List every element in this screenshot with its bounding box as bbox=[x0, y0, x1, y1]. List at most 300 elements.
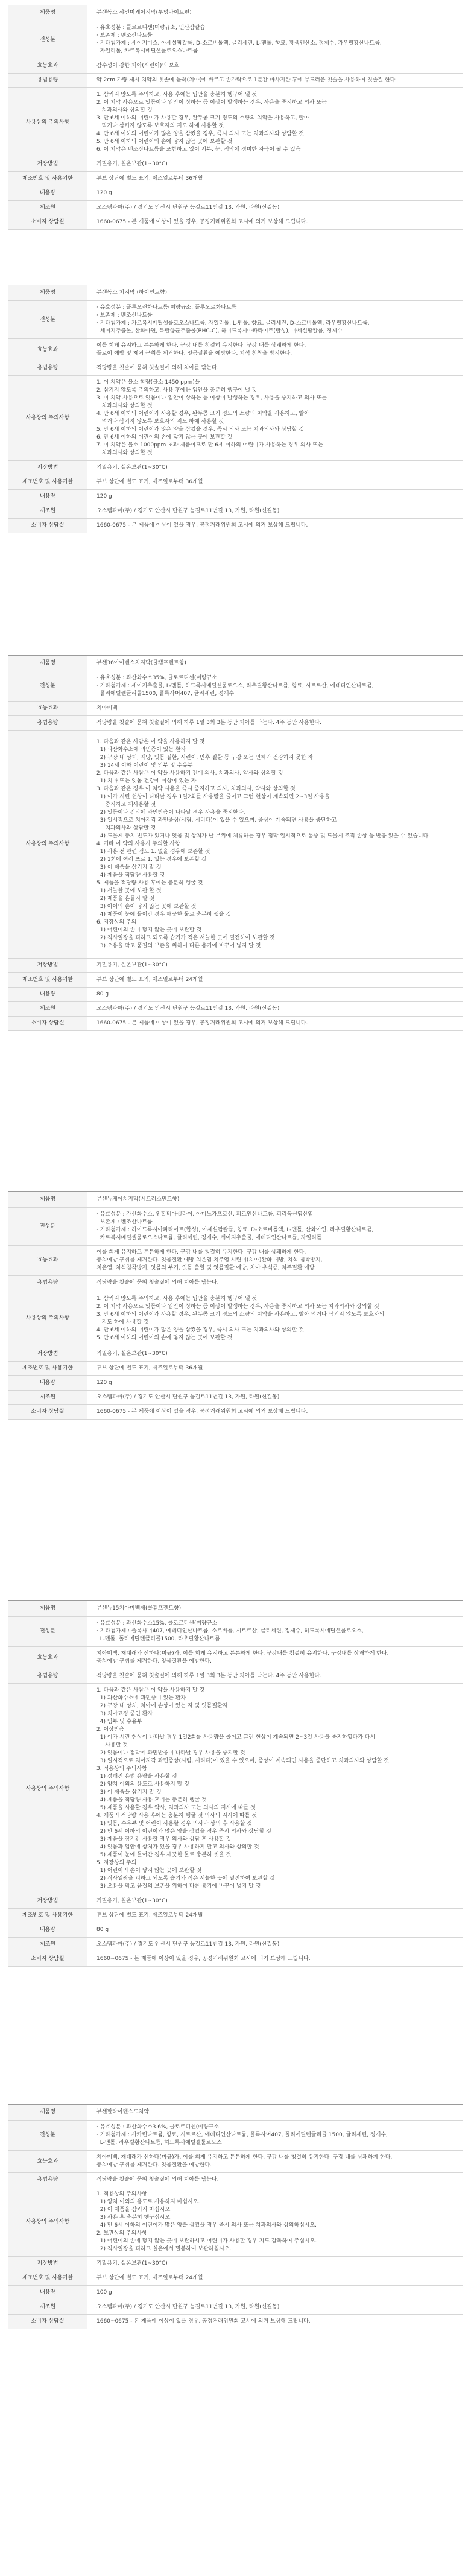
spec-row bbox=[8, 1669, 463, 1684]
spec-label: 제조원 bbox=[8, 201, 87, 215]
spec-row bbox=[8, 1923, 463, 1938]
spec-value-line: · 기타첨가제 : 카르복시메틸셀룰로오스나트륨, 자일리톨, L-멘톨, 향료, 글리세린, D-소르비톨액, 라우릴황산나트륨, bbox=[96, 320, 370, 326]
spec-value-line: 먹거나 삼키지 않도록 보호자의 지도 하에 사용할 것 bbox=[96, 419, 224, 425]
spec-value-line: 오스템파마(주) / 경기도 안산시 단원구 능길로11번길 13, 가원, 라원(신길동) bbox=[96, 2304, 280, 2310]
spec-label: 내용량 bbox=[8, 1376, 87, 1391]
spec-row bbox=[8, 1347, 463, 1362]
spec-row bbox=[8, 656, 463, 671]
spec-row bbox=[8, 215, 463, 230]
spec-value-line: · 보존제 : 벤조산나트륨 bbox=[96, 33, 153, 39]
spec-row bbox=[8, 1246, 463, 1276]
spec-value-line: 충치예방 구취를 제거한다. 잇몸질환을 예방한다. bbox=[96, 2162, 212, 2168]
spec-value-line: 2) 구강 내 상처, 궤양, 잇몸 질환, 시린이, 민후 질환 등 구강 또는 인체가 건강하지 못한 자 bbox=[96, 755, 314, 761]
spec-label: 제조원 bbox=[8, 2300, 87, 2315]
spec-value-line: 치은염, 치석침착방지, 잇몸의 부기, 잇몸 출혈 및 잇몸질환 예방, 치아 우식증, 치주질환 예방 bbox=[96, 1265, 315, 1271]
spec-value-line: 4) 제품이 눈에 들어간 경우 깨끗한 물로 충분히 씻을 것 bbox=[96, 912, 232, 918]
spec-label: 저장방법 bbox=[8, 157, 87, 172]
spec-row bbox=[8, 2173, 463, 2187]
spec-value bbox=[87, 186, 463, 201]
spec-value-line: 사용할 것 bbox=[96, 1742, 128, 1748]
spec-label: 내용량 bbox=[8, 988, 87, 1002]
spec-value-line: 오스템파마(주) / 경기도 안산시 단원구 능길로11번길 13, 가원, 라원(신길동) bbox=[96, 205, 280, 211]
spec-value-line: 1. 삼키지 않도록 주의하고, 사용 후에는 입안을 충분히 헹구어 낼 것 bbox=[96, 92, 258, 98]
spec-value-line: 7. 이 치약은 불소 1000ppm 초과 제품이므로 만 6세 이하의 어린이가 사용하는 경우 의사 또는 bbox=[96, 442, 323, 448]
spec-value-line: 중지하고 재사용할 것 bbox=[96, 802, 156, 808]
spec-label: 효능효과 bbox=[8, 59, 87, 74]
spec-row bbox=[8, 201, 463, 215]
spec-value-line: 4. 제품의 적당량 사용 후에는 충분히 헹굴 것 의사의 지시에 따를 것 bbox=[96, 1813, 258, 1819]
spec-row bbox=[8, 157, 463, 172]
spec-table bbox=[8, 1191, 463, 1420]
spec-value-line: 오스템파마(주) / 경기도 안산시 단원구 능길로11번길 13, 가원, 라원(신길동) bbox=[96, 1394, 280, 1400]
spec-value-line: 기밀용기, 실온보관(1~30°C) bbox=[96, 1898, 168, 1904]
spec-value-line: 뷰센뉴케어치지막(시트러스민트향) bbox=[96, 1196, 180, 1202]
spec-value-line: 3) 아이의 손이 닿지 않는 곳에 보관할 것 bbox=[96, 904, 197, 910]
spec-value bbox=[87, 285, 463, 301]
spec-value bbox=[87, 157, 463, 172]
spec-label: 효능효과 bbox=[8, 1647, 87, 1669]
spec-label: 효능효과 bbox=[8, 339, 87, 361]
spec-value-line: 4) 제품을 적당량 사용할 것 bbox=[96, 872, 165, 878]
spec-value-line: 2) 직사일광을 피하고 되도록 습기가 적은 서늘한 곳에 밀전하여 보관할 것 bbox=[96, 1876, 275, 1882]
spec-value bbox=[87, 504, 463, 519]
spec-value-line: 3) 일시적으로 치아지각 과민증상(시림, 시리다)이 있을 수 있으며, 증상이 계속되면 사용을 중단하고 치과의사와 상담할 것 bbox=[96, 1758, 390, 1764]
spec-value-line: 2) 직사일광을 피하고 실온에서 밀봉하여 보관하십시오. bbox=[96, 2246, 232, 2252]
spec-label: 제조번호 및 사용기한 bbox=[8, 172, 87, 186]
spec-label: 저장방법 bbox=[8, 2257, 87, 2271]
spec-value-line: 3) 오용을 막고 품질의 보존을 위하여 다른 용기에 바꾸어 넣지 말 것 bbox=[96, 1883, 261, 1889]
spec-value bbox=[87, 215, 463, 230]
spec-label: 내용량 bbox=[8, 2286, 87, 2300]
spec-table bbox=[8, 2104, 463, 2329]
spec-value bbox=[87, 59, 463, 74]
spec-value-line: · 유효성분 : 과산화수소3.6%, 클로르디센(미량규소 bbox=[96, 2124, 220, 2130]
spec-row bbox=[8, 1391, 463, 1405]
spec-value-line: 4. 만 6세 이하의 어린이가 많은 양을 삼켰을 경우, 즉시 의사 또는 치과의사와 상의할 것 bbox=[96, 1327, 305, 1333]
spec-value-line: · 유효성분 : 클로르디센(미량규소, 인산삼칼슘 bbox=[96, 25, 206, 31]
spec-value-line: 뷰센팔라이덴스드치약 bbox=[96, 2109, 149, 2115]
spec-label: 효능효과 bbox=[8, 2151, 87, 2173]
spec-value-line: 기밀용기, 실온보관(1~30°C) bbox=[96, 2260, 168, 2267]
product-spec-table bbox=[8, 285, 463, 533]
spec-row bbox=[8, 1290, 463, 1347]
spec-value-line: 치아미백, 재태래가 선하다(미규)가, 이를 희게 유지하고 튼튼하게 한다. 구강내를 청결히 유지한다. 구강내를 상쾌하게 한다. bbox=[96, 1651, 389, 1657]
spec-value-line: 3) 일시적으로 치아지각 과민증상(시림, 시리다)이 있을 수 있으며, 증상이 계속되면 사용을 중단하고 bbox=[96, 817, 337, 823]
spec-value-line: 적당량을 칫솔에 묻혀 칫솔질에 의해 치아를 닦는다. bbox=[96, 1280, 219, 1286]
product-spec-table bbox=[8, 655, 463, 1031]
spec-row bbox=[8, 1617, 463, 1647]
spec-label: 용법용량 bbox=[8, 716, 87, 731]
spec-value-line: 뷰센독스 샤인미케어지막(투명바이트편) bbox=[96, 10, 192, 16]
spec-value-line: 1) 양치 이외의 용도로 사용하지 마십시오. bbox=[96, 2199, 200, 2205]
spec-value-line: 80 g bbox=[96, 991, 109, 997]
spec-value-line: 2) 잇몸이나 점막에 과민반응이 나타날 경우 사용을 중지한다. bbox=[96, 810, 245, 816]
spec-value-line: 120 g bbox=[96, 493, 112, 500]
spec-value bbox=[87, 1002, 463, 1017]
spec-value-line: 5. 저장상의 주의 bbox=[96, 1860, 137, 1866]
spec-value-line: 기밀용기, 실온보관(1~30°C) bbox=[96, 161, 168, 167]
spec-value-line: · 유효성분 : 가산화수소, 인할티아실라이, 아미노카프로산, 피로인산나트륨, 피리독신염산염 bbox=[96, 1211, 314, 1217]
spec-value-line: 적당량을 칫솔에 묻혀 칫솔질에 의해 하루 1일 3회 3분 동안 치아를 닦는다. 4주 동안 사용한다. bbox=[96, 1673, 321, 1679]
spec-value bbox=[87, 2173, 463, 2187]
spec-value-line: 플로어 예방 및 제거 구취를 제거한다. 잇몸질환을 예방한다. 치석 침착을 방지한다. bbox=[96, 351, 292, 357]
spec-row bbox=[8, 339, 463, 361]
spec-label: 제품명 bbox=[8, 656, 87, 671]
spec-label: 제조원 bbox=[8, 1002, 87, 1017]
spec-value-line: L-멘톨, 라우릴황산나트륨, 히드록시에틸셀룰로오스 bbox=[96, 2140, 222, 2146]
spec-row bbox=[8, 1647, 463, 1669]
spec-value bbox=[87, 361, 463, 376]
spec-value bbox=[87, 2315, 463, 2329]
spec-label: 제조번호 및 사용기한 bbox=[8, 2271, 87, 2286]
spec-label: 사용상의 주의사항 bbox=[8, 2187, 87, 2257]
spec-value-line: 기밀용기, 실온보관(1~30°C) bbox=[96, 465, 168, 471]
spec-row bbox=[8, 2315, 463, 2329]
spec-row bbox=[8, 959, 463, 973]
spec-value-line: 3) 14세 이하 어린이 및 임부 및 수유부 bbox=[96, 763, 193, 769]
spec-row bbox=[8, 519, 463, 533]
spec-value-line: 4) 드물게 충치 빈도가 있거나 잇몸 및 상처가 난 부위에 체류하는 경우 점막 일시적으로 통증 및 드물게 조직 손상 등 반응 있을 수 있습니다. bbox=[96, 833, 431, 839]
spec-value-line: 2) 직사일광을 피하고 되도록 습기가 적은 서늘한 곳에 밀전하여 보관할 것 bbox=[96, 935, 275, 941]
spec-value bbox=[87, 1894, 463, 1909]
spec-row bbox=[8, 2271, 463, 2286]
spec-row bbox=[8, 5, 463, 21]
spec-table bbox=[8, 5, 463, 230]
spec-value bbox=[87, 172, 463, 186]
spec-value-line: 치과의사와 상의할 것 bbox=[96, 403, 153, 409]
spec-value bbox=[87, 2300, 463, 2315]
spec-value bbox=[87, 2121, 463, 2151]
spec-value-line: 5. 만 6세 이하의 어린이의 손에 닿지 않는 곳에 보관할 것 bbox=[96, 139, 233, 145]
spec-value bbox=[87, 1909, 463, 1923]
spec-value bbox=[87, 21, 463, 59]
spec-value bbox=[87, 1601, 463, 1617]
spec-value-line: 5) 제품을 사용할 경우 약사, 치과의사 또는 의사의 지시에 따를 것 bbox=[96, 1805, 256, 1811]
spec-row bbox=[8, 186, 463, 201]
spec-row bbox=[8, 1909, 463, 1923]
spec-value-line: 1660~0675 - 본 제품에 이상이 있을 경우, 공정거래위원회 고시에 의거 보상해 드립니다. bbox=[96, 2318, 311, 2324]
spec-label: 소비자 상담실 bbox=[8, 215, 87, 230]
spec-value-line: 2. 이 치약 사용으로 잇몸이나 입안이 상하는 등 이상이 발생하는 경우, 사용을 중지하고 의사 또는 bbox=[96, 100, 327, 106]
spec-value-line: 1660-0675 - 본 제품에 이상이 있을 경우, 공정거래위원회 고시에 의거 보상해 드립니다. bbox=[96, 219, 308, 225]
spec-value-line: 뷰센36아이벤스치지막(쿨캠프렌트향) bbox=[96, 660, 186, 666]
spec-label: 제조번호 및 사용기한 bbox=[8, 1909, 87, 1923]
spec-value-line: 2) 양치 이외의 용도로 사용하지 말 것 bbox=[96, 1781, 189, 1788]
spec-value-line: 3. 다음과 같은 경우 이 치약 사용을 즉시 중지하고 의사, 치과의사, 약사와 상의할 것 bbox=[96, 786, 296, 792]
spec-value-line: 1) 어린이의 손에 닿지 않는 곳에 보관하시고 어린이가 사용할 경우 지도 감독하여 주십시오. bbox=[96, 2238, 317, 2244]
spec-value-line: · 유효성분 : 플루오린화나트륨(미량규소, 플루오르화나트륨 bbox=[96, 305, 237, 311]
spec-row bbox=[8, 973, 463, 988]
spec-value-line: 3. 적용상의 주의사항 bbox=[96, 1766, 147, 1772]
spec-row bbox=[8, 1894, 463, 1909]
spec-value-line: 1) 어린이의 손이 닿지 않는 곳에 보관할 것 bbox=[96, 1868, 202, 1874]
spec-value-line: 4) 제품을 적당량 사용 후에는 충분히 헹굴 것 bbox=[96, 1797, 207, 1803]
spec-value-line: 5) 제품이 눈에 들어간 경우 깨끗한 물로 충분히 씻을 것 bbox=[96, 1852, 232, 1858]
spec-label: 소비자 상담실 bbox=[8, 519, 87, 533]
spec-value bbox=[87, 461, 463, 475]
spec-value-line: 120 g bbox=[96, 190, 112, 196]
spec-label: 효능효과 bbox=[8, 1246, 87, 1276]
spec-row bbox=[8, 2151, 463, 2173]
spec-value-line: 치과의사와 상의할 것 bbox=[96, 107, 153, 113]
spec-value-line: 3. 이 치약 사용으로 잇몸이나 입안이 상하는 등 이상이 발생하는 경우, 사용을 중지하고 의사 또는 bbox=[96, 395, 327, 401]
spec-value bbox=[87, 656, 463, 671]
spec-label: 용법용량 bbox=[8, 1276, 87, 1290]
spec-value bbox=[87, 376, 463, 461]
spec-value-line: 1) 이가 시린 현상이 나타날 경우 1일2회를 사용량을 줄이고 그런 현상이 계속되면 2~3일 사용을 bbox=[96, 794, 330, 800]
spec-value bbox=[87, 5, 463, 21]
spec-label: 전성분 bbox=[8, 301, 87, 339]
spec-row bbox=[8, 1601, 463, 1617]
spec-value bbox=[87, 2271, 463, 2286]
spec-label: 사용상의 주의사항 bbox=[8, 376, 87, 461]
product-spec-table bbox=[8, 1191, 463, 1420]
spec-value-line: 1660-0675 - 본 제품에 이상이 있을 경우, 공정거래위원회 고시에 의거 보상해 드립니다. bbox=[96, 1409, 308, 1415]
spec-value-line: 1) 이가 시린 현상이 나타날 경우 1일2회를 사용량을 줄이고 그런 현상이 계속되면 2~3일 사용을 중지하였다가 다시 bbox=[96, 1734, 376, 1740]
spec-value bbox=[87, 201, 463, 215]
spec-label: 제품명 bbox=[8, 285, 87, 301]
spec-value-line: · 기타첨가제 : 세이지추출물, L-멘톨, 하드록시메틸셀룰로오스, 라우릴황산나트륨, 향료, 시트르산, 에테디인산나트륨, bbox=[96, 683, 374, 689]
spec-label: 소비자 상담실 bbox=[8, 1952, 87, 1967]
spec-label: 효능효과 bbox=[8, 702, 87, 716]
spec-row bbox=[8, 702, 463, 716]
spec-row bbox=[8, 59, 463, 74]
spec-value bbox=[87, 1192, 463, 1208]
spec-row bbox=[8, 1376, 463, 1391]
product-spec-table bbox=[8, 5, 463, 230]
spec-value-line: 오스템파마(주) / 경기도 안산시 단원구 능길로11번길 13, 가원, 라원(신길동) bbox=[96, 508, 280, 514]
spec-label: 저장방법 bbox=[8, 1347, 87, 1362]
spec-row bbox=[8, 731, 463, 959]
spec-label: 전성분 bbox=[8, 2121, 87, 2151]
spec-value-line: 1) 과산화수소에 과민증이 있는 환자 bbox=[96, 1695, 186, 1701]
spec-label: 사용상의 주의사항 bbox=[8, 1290, 87, 1347]
spec-row bbox=[8, 1952, 463, 1967]
spec-value-line: 치과의사와 상담할 것 bbox=[96, 825, 156, 831]
spec-row bbox=[8, 1938, 463, 1952]
spec-value-line: 1) 어린이의 손이 닿지 않는 곳에 보관할 것 bbox=[96, 927, 202, 933]
spec-value-line: 1) 과산화수소에 과민증이 있는 환자 bbox=[96, 747, 186, 753]
spec-value bbox=[87, 1647, 463, 1669]
spec-value-line: 지도 하에 사용할 것 bbox=[96, 1319, 149, 1325]
spec-value-line: 1660-0675 - 본 제품에 이상이 있을 경우, 공정거래위원회 고시에 의거 보상해 드립니다. bbox=[96, 1020, 308, 1026]
spec-value bbox=[87, 2286, 463, 2300]
spec-row bbox=[8, 1208, 463, 1246]
spec-value-line: 폴리에틸렌글리콜1500, 폴록사머407, 글리세린, 정제수 bbox=[96, 691, 235, 697]
spec-value-line: 1660-0675 - 본 제품에 이상이 있을 경우, 공정거래위원회 고시에 의거 보상해 드립니다. bbox=[96, 522, 308, 528]
spec-row bbox=[8, 504, 463, 519]
product-spec-table bbox=[8, 2104, 463, 2329]
spec-value-line: 자일리톨, 카르복시메틸셀룰로오스나트륨 bbox=[96, 48, 198, 54]
spec-row bbox=[8, 88, 463, 157]
spec-value bbox=[87, 2151, 463, 2173]
spec-row bbox=[8, 1017, 463, 1031]
spec-value-line: 4) 잇몸과 입안에 상처가 있을 경우 사용하지 말고 의사와 상의할 것 bbox=[96, 1844, 259, 1850]
spec-label: 소비자 상담실 bbox=[8, 1017, 87, 1031]
spec-value-line: 1660~0675 - 본 제품에 이상이 있을 경우, 공정거래위원회 고시에 의거 보상해 드립니다. bbox=[96, 1956, 311, 1962]
spec-value-line: 1) 서늘한 곳에 보관 할 것 bbox=[96, 888, 162, 894]
spec-label: 제조원 bbox=[8, 504, 87, 519]
spec-label: 전성분 bbox=[8, 671, 87, 702]
spec-value bbox=[87, 475, 463, 490]
spec-row bbox=[8, 2121, 463, 2151]
spec-value-line: 6. 이 치약은 벤조산나트륨을 포함하고 있어 지부, 눈, 점막에 경미한 자극이 될 수 있음 bbox=[96, 147, 301, 153]
spec-value-line: 3) 이 제품을 삼키지 말 것 bbox=[96, 864, 162, 871]
spec-value bbox=[87, 1376, 463, 1391]
spec-value bbox=[87, 1617, 463, 1647]
spec-value-line: 1) 정해진 용법·용량을 사용할 것 bbox=[96, 1774, 177, 1780]
spec-row bbox=[8, 1192, 463, 1208]
spec-value-line: 치아미백 bbox=[96, 705, 118, 711]
spec-label: 사용상의 주의사항 bbox=[8, 731, 87, 959]
spec-value bbox=[87, 2187, 463, 2257]
spec-value bbox=[87, 1017, 463, 1031]
spec-value-line: 2. 다음과 같은 사람은 이 약을 사용하기 전에 의사, 치과의사, 약사와 상의할 것 bbox=[96, 770, 283, 776]
spec-value-line: 4) 임부 및 수유부 bbox=[96, 1719, 142, 1725]
spec-label: 저장방법 bbox=[8, 959, 87, 973]
spec-value-line: 4. 기타 이 약의 사용시 주의할 사항 bbox=[96, 841, 180, 847]
spec-value-line: 80 g bbox=[96, 1927, 109, 1933]
spec-label: 용법용량 bbox=[8, 1669, 87, 1684]
spec-value-line: 2) 이 제품을 삼키지 마십시오. bbox=[96, 2207, 172, 2213]
spec-table bbox=[8, 285, 463, 533]
spec-row bbox=[8, 1276, 463, 1290]
spec-value-line: 2) 만 6세 이하의 어린이가 많은 양을 삼켰을 경우 즉시 의사와 상담할 것 bbox=[96, 1829, 271, 1835]
spec-row bbox=[8, 301, 463, 339]
spec-value-line: 4) 만 6세 이하의 어린이가 많은 양을 삼켰을 경우 즉시 의사 또는 치과의사와 상의하십시오. bbox=[96, 2222, 317, 2229]
spec-value bbox=[87, 88, 463, 157]
spec-value-line: 5. 만 6세 이하의 어린이가 많은 양을 삼켰을 경우, 즉시 의사 또는 치과의사와 상담할 것 bbox=[96, 427, 305, 433]
spec-row bbox=[8, 988, 463, 1002]
spec-row bbox=[8, 2257, 463, 2271]
spec-value-line: 튜브 상단에 별도 표기, 제조일로부터 36개월 bbox=[96, 479, 203, 485]
spec-label: 제품명 bbox=[8, 1601, 87, 1617]
spec-label: 저장방법 bbox=[8, 1894, 87, 1909]
spec-value-line: 2) 잇몸이나 점막에 과민반응이 나타날 경우 사용을 중지할 것 bbox=[96, 1750, 245, 1756]
spec-value-line: 세이지추출물, 산화아연, 복합향균추출물(BHC-C), 하이드록시아파타이트(합성), 아세설팜칼륨, 정제수 bbox=[96, 328, 343, 334]
spec-value bbox=[87, 1952, 463, 1967]
spec-label: 제조번호 및 사용기한 bbox=[8, 475, 87, 490]
spec-value-line: 튜브 상단에 별도 표기, 제조일로부터 24개월 bbox=[96, 1912, 203, 1918]
spec-value-line: 이를 희게 유지하고 튼튼하게 한다. 구강 내를 청결히 유지한다. 구강 내를 상쾌하게 한다. bbox=[96, 1249, 306, 1255]
spec-value-line: 치과의사와 상의할 것 bbox=[96, 450, 153, 456]
spec-value-line: 2) 1회에 여러 포르 1. 있는 경우에 보존할 것 bbox=[96, 857, 207, 863]
spec-label: 전성분 bbox=[8, 1617, 87, 1647]
spec-value-line: 카르복시메틸셀룰로오스나트륨, 글리세린, 정제수, 세이지추출물, 에테디인산나트륨, 자일리톨 bbox=[96, 1235, 322, 1241]
spec-value bbox=[87, 671, 463, 702]
spec-value-line: 1. 삼키지 않도록 주의하고, 사용 후에는 입안을 충분히 헹구어 낼 것 bbox=[96, 1295, 258, 1302]
spec-label: 제조원 bbox=[8, 1938, 87, 1952]
spec-row bbox=[8, 2187, 463, 2257]
spec-value-line: 오스템파마(주) / 경기도 안산시 단원구 능길로11번길 13, 가원, 라원(신길동) bbox=[96, 1006, 280, 1012]
spec-row bbox=[8, 172, 463, 186]
spec-value-line: 감수성이 강한 치아(시린이)의 보호 bbox=[96, 63, 180, 69]
spec-value bbox=[87, 490, 463, 504]
spec-value-line: 튜브 상단에 별도 표기, 제조일로부터 24개월 bbox=[96, 2275, 203, 2281]
spec-value-line: 2. 삼키지 않도록 주의하고, 사용 후에는 입안을 충분히 헹구어 낼 것 bbox=[96, 387, 258, 393]
spec-value-line: · 유효성분 : 과산화수소35%, 클로르디센(미량규소 bbox=[96, 675, 218, 681]
spec-value-line: 2) 구강 내 상처, 치아에 손상이 있는 자 및 잇몸질환자 bbox=[96, 1703, 228, 1709]
spec-value-line: 1) 치아 또는 잇몸 건강에 이상이 있는 자 bbox=[96, 778, 197, 784]
spec-value-line: 2) 제품을 흔들지 말 것 bbox=[96, 896, 154, 902]
spec-value-line: 1. 다음과 같은 사람은 이 약을 사용하지 말 것 bbox=[96, 1687, 205, 1693]
spec-value bbox=[87, 1684, 463, 1894]
spec-value-line: 오스템파마(주) / 경기도 안산시 단원구 능길로11번길 13, 가원, 라원(신길동) bbox=[96, 1941, 280, 1947]
spec-value-line: 3. 만 6세 이하의 어린이가 사용할 경우, 완두콩 크기 정도의 소량의 치약을 사용하고, 빨아 bbox=[96, 115, 309, 121]
spec-value bbox=[87, 2105, 463, 2121]
spec-row bbox=[8, 2300, 463, 2315]
spec-row bbox=[8, 1002, 463, 1017]
spec-row bbox=[8, 376, 463, 461]
spec-value-line: · 기타첨가제 : 하이드록시아파타이트(합성), 아세설팜칼륨, 향료, D-소르비톨액, L-멘톨, 산화아연, 라우릴황산나트륨, bbox=[96, 1227, 374, 1233]
spec-label: 사용상의 주의사항 bbox=[8, 88, 87, 157]
spec-value-line: 적당량을 칫솔에 묻혀 칫솔질에 의해 하루 1일 3회 3분 동안 치아를 닦는다. 4주 동안 사용한다. bbox=[96, 720, 321, 726]
spec-label: 전성분 bbox=[8, 21, 87, 59]
spec-value bbox=[87, 1276, 463, 1290]
spec-value-line: 치아미백, 재태래가 선하다(미규)가, 이를 희게 유지하고 튼튼하게 한다. 구강 내를 청결히 유지한다. 구강 내를 상쾌하게 한다. bbox=[96, 2154, 393, 2160]
spec-label: 제조원 bbox=[8, 1391, 87, 1405]
spec-value-line: 3. 만 6세 이하의 어린이가 사용할 경우, 완두콩 크기 정도의 소량의 치약을 사용하고, 빨아 먹거나 삼키지 않도록 보호자의 bbox=[96, 1311, 385, 1318]
spec-value-line: 4. 만 6세 이하의 어린이가 많은 양을 삼켰을 경우, 즉시 의사 또는 치과의사와 상담할 것 bbox=[96, 131, 305, 137]
spec-row bbox=[8, 2286, 463, 2300]
spec-value bbox=[87, 339, 463, 361]
spec-value-line: 튜브 상단에 별도 표기, 제조일로부터 24개월 bbox=[96, 977, 203, 983]
spec-value-line: L-멘톨, 폴리에틸렌글리콜1500, 라우릴황산나트륨 bbox=[96, 1636, 220, 1642]
spec-value bbox=[87, 1208, 463, 1246]
spec-value-line: 기밀용기, 실온보관(1~30°C) bbox=[96, 962, 168, 968]
spec-value-line: · 기타첨가제 : 사카린나트륨, 향료, 시트르산, 에테디인산나트륨, 폴록사머407, 폴리에틸렌글리콜 1500, 글리세린, 정제수, bbox=[96, 2132, 388, 2138]
spec-value-line: 100 g bbox=[96, 2289, 112, 2295]
spec-value-line: · 기타첨가제 : 폴록사머407, 에테디인산나트륨, 소르비톨, 시트르산, 글리세린, 정제수, 히드록시에틸셀룰로오스, bbox=[96, 1628, 364, 1634]
spec-value-line: 120 g bbox=[96, 1380, 112, 1386]
spec-value bbox=[87, 702, 463, 716]
spec-value-line: 뷰센독스 치지막 (하이민트향) bbox=[96, 290, 168, 296]
spec-label: 제품명 bbox=[8, 2105, 87, 2121]
spec-value bbox=[87, 2257, 463, 2271]
spec-value bbox=[87, 1923, 463, 1938]
spec-value-line: 5. 만 6세 이하의 어린이의 손에 닿지 않는 곳에 보관할 것 bbox=[96, 1334, 233, 1341]
spec-value-line: 2. 이 치약 사용으로 잇몸이나 입안이 상하는 등 이상이 발생하는 경우, 사용을 중지하고 의사 또는 치과의사와 상의할 것 bbox=[96, 1303, 379, 1310]
spec-row bbox=[8, 716, 463, 731]
spec-value-line: 3) 사용 후 충분히 헹구십시오. bbox=[96, 2215, 172, 2221]
spec-value-line: 튜브 상단에 별도 표기, 제조일로부터 36개월 bbox=[96, 1365, 203, 1371]
spec-value-line: 3) 치아교정 중인 환자 bbox=[96, 1711, 153, 1717]
spec-value-line: 3) 오용을 막고 품질의 보존을 위하여 다른 용기에 바꾸어 넣지 말 것 bbox=[96, 943, 261, 949]
spec-value bbox=[87, 1290, 463, 1347]
spec-value-line: 약 2cm 가량 제시 치약의 칫솔에 묻혀(치아(에 바르고 손가락으로 1분간 마사지한 후에 부드러운 칫솔을 사용하여 칫솔질 한다 bbox=[96, 77, 396, 83]
spec-row bbox=[8, 671, 463, 702]
spec-label: 저장방법 bbox=[8, 461, 87, 475]
spec-label: 소비자 상담실 bbox=[8, 1405, 87, 1420]
spec-value-line: 1) 잇몸, 수유부 및 어린이 사용할 경우 의사와 상의 후 사용할 것 bbox=[96, 1821, 252, 1827]
spec-value-line: 이를 희게 유지하고 튼튼하게 한다. 구강 내를 청결히 유지한다. 구강 내를 상쾌하게 한다. bbox=[96, 343, 306, 349]
spec-row bbox=[8, 285, 463, 301]
spec-value bbox=[87, 731, 463, 959]
spec-row bbox=[8, 1362, 463, 1376]
spec-row bbox=[8, 475, 463, 490]
spec-value bbox=[87, 716, 463, 731]
spec-value-line: 보존제 : 벤조산나트륨 bbox=[96, 1219, 153, 1225]
spec-value bbox=[87, 1391, 463, 1405]
spec-value-line: 기밀용기, 실온보관(1~30°C) bbox=[96, 1351, 168, 1357]
spec-label: 제조번호 및 사용기한 bbox=[8, 973, 87, 988]
spec-value-line: · 보존제 : 벤조산나트륨 bbox=[96, 312, 153, 319]
spec-label: 용법용량 bbox=[8, 74, 87, 88]
spec-value-line: 1. 다음과 같은 사람은 이 약을 사용하지 말 것 bbox=[96, 739, 205, 745]
spec-label: 전성분 bbox=[8, 1208, 87, 1246]
spec-label: 제조번호 및 사용기한 bbox=[8, 1362, 87, 1376]
spec-label: 제품명 bbox=[8, 5, 87, 21]
